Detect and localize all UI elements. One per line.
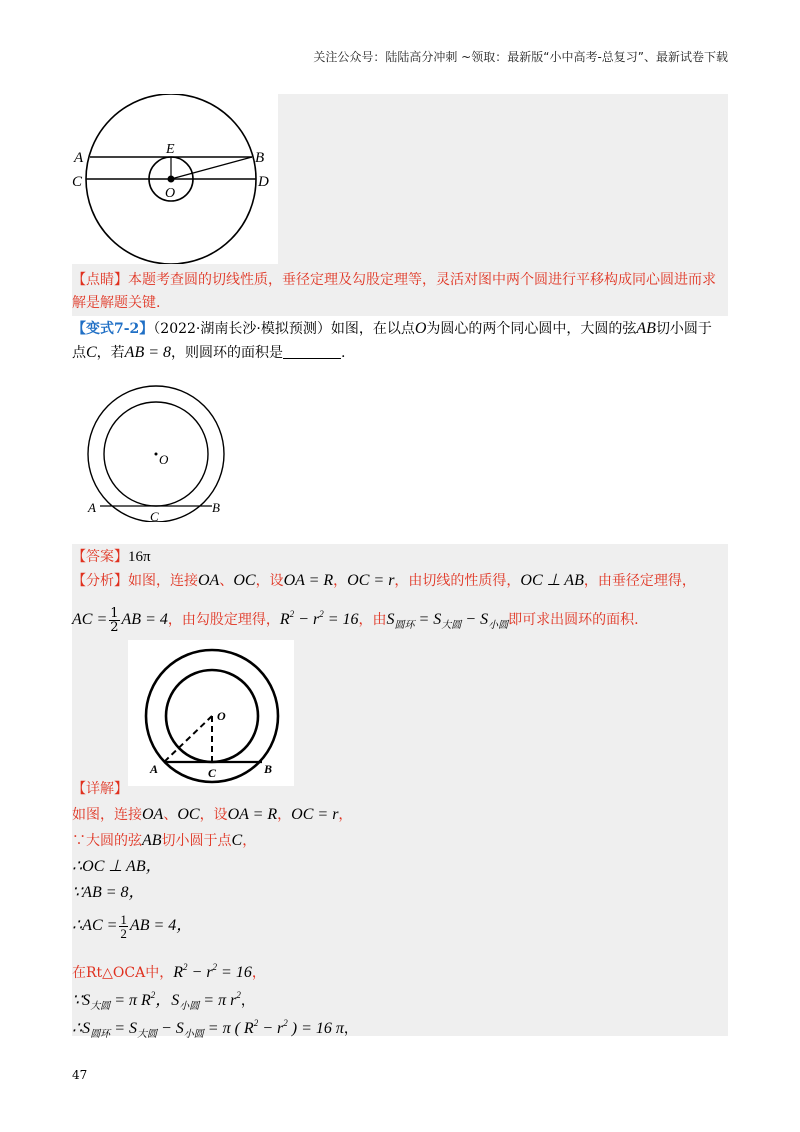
detail-text-comma-2: ，	[240, 993, 255, 1009]
detail-fraction-numerator: 1	[120, 911, 127, 927]
analysis-tag: 【分析】	[72, 573, 128, 589]
detail-text-comma: ，	[251, 965, 266, 981]
problem-line-2	[72, 342, 732, 364]
fig1-label-d: D	[258, 174, 269, 190]
detail-area-ring: $\therefore S_{圆环} = S_{大圆} - S_{小圆} = \pi$ ( $R^2 - r^2$ ) = 16 π	[72, 1018, 344, 1040]
detail-tag-line	[72, 778, 732, 800]
problem-source: （2022·湖南长沙·模拟预测）如图，在以点	[153, 321, 415, 337]
detail-text-ac: ∴AC =	[72, 917, 118, 934]
fig2-center-dot	[155, 453, 158, 456]
analysis-pythag: $R^2 - r^2 = 16$	[279, 609, 359, 628]
problem-text-5: ，则圆环的面积是	[171, 345, 284, 361]
problem-text-1: 为圆心的两个同心圆中，大圆的弦	[426, 321, 637, 337]
fig2-label-a: A	[88, 500, 96, 515]
problem-point-o: O	[414, 320, 427, 337]
comment-line-1	[72, 269, 732, 291]
comment-line-2	[72, 292, 732, 314]
detail-text-2: 、	[163, 807, 178, 823]
problem-chord-ab: AB	[636, 320, 656, 337]
analysis-text-5: ，由切线的性质得，	[394, 573, 521, 589]
detail-c: C	[231, 832, 243, 849]
analysis-ac: AC =	[72, 611, 108, 628]
analysis-area-formula: $S_{圆环} = S_{大圆} - S_{小圆}$	[386, 611, 509, 631]
detail-text-7: 切小圆于点	[161, 833, 232, 849]
detail-line-6	[72, 956, 732, 984]
detail-text-3: ，设	[199, 807, 228, 823]
problem-given-ab: AB = 8	[124, 344, 172, 361]
fig1-center-dot	[168, 176, 175, 183]
problem-tag: 【变式7-2】	[72, 321, 154, 337]
analysis-line-1	[72, 570, 732, 592]
detail-text-5: ，	[338, 807, 353, 823]
analysis-text-3: ，设	[255, 573, 284, 589]
fig1-label-b: B	[255, 150, 265, 166]
detail-line-3: ∴OC ⊥ AB，	[72, 858, 162, 875]
detail-line-2	[72, 830, 732, 852]
fig2-label-c: C	[150, 509, 159, 522]
detail-fraction-denominator: 2	[120, 925, 127, 941]
fig2-label-b: B	[212, 500, 220, 515]
figure-concentric-circles-2	[80, 376, 236, 522]
analysis-text-8: ，由	[358, 612, 387, 628]
analysis-text-9: 即可求出圆环的面积.	[508, 612, 639, 628]
analysis-text-4: ，	[333, 573, 348, 589]
analysis-oa-r: OA = R	[283, 572, 334, 589]
analysis-oc: OC	[233, 572, 256, 589]
problem-text-6: .	[341, 345, 346, 361]
detail-line-1	[72, 804, 732, 826]
answer-value: 16π	[128, 549, 151, 565]
detail-oc-r: OC = r	[291, 806, 339, 823]
page-number: 47	[72, 1068, 88, 1082]
analysis-line-2	[72, 600, 732, 640]
detail-tag: 【详解】	[72, 781, 128, 797]
detail-ab: AB	[142, 832, 162, 849]
detail-text-rt: 在Rt△OCA中，	[72, 965, 174, 981]
detail-text-4: ，	[277, 807, 292, 823]
analysis-text-2: 、	[219, 573, 234, 589]
problem-point-c: C	[86, 344, 97, 361]
figure-concentric-circles-1	[72, 94, 278, 264]
analysis-text-1: 如图，连接	[128, 573, 198, 589]
analysis-text-6: ，由垂径定理得，	[583, 573, 696, 589]
detail-line-8	[72, 1012, 732, 1046]
problem-text-4: ，若	[96, 345, 125, 361]
analysis-text-7: ，由勾股定理得，	[167, 612, 280, 628]
problem-line-1	[72, 318, 732, 340]
answer-tag: 【答案】	[72, 549, 128, 565]
detail-line-4: ∵AB = 8，	[72, 884, 145, 901]
fig1-label-e: E	[166, 142, 175, 157]
comment-text-1: 本题考查圆的切线性质，垂径定理及勾股定理等，灵活对图中两个圆进行平移构成同心圆进而求	[128, 272, 716, 288]
answer-blank	[283, 344, 341, 359]
problem-text-3: 点	[72, 345, 86, 361]
shade-figure1-area	[278, 94, 728, 264]
figure-concentric-circles-3	[128, 640, 294, 786]
fig1-label-a: A	[74, 150, 84, 166]
detail-text-ab4: AB = 4，	[129, 917, 193, 934]
detail-pythag: $R^2 - r^2 = 16$	[173, 962, 252, 981]
problem-text-2: 切小圆于	[655, 321, 712, 337]
fig2-label-o: O	[159, 452, 169, 467]
detail-text-6: ∵大圆的弦	[72, 833, 142, 849]
page-header: 关注公众号：陆陆高分冲刺 ~领取：最新版“小中高考-总复习”、最新试卷下载	[313, 50, 728, 64]
detail-line-5	[72, 912, 732, 940]
fig1-label-o: O	[165, 186, 176, 201]
detail-text-1: 如图，连接	[72, 807, 142, 823]
detail-oc: OC	[177, 806, 200, 823]
detail-area-big-small: $\because S_{大圆} = \pi$ $R^2$，$S_{小圆} = \pi$ $r^2$	[72, 990, 241, 1012]
detail-half-fraction	[119, 913, 128, 940]
analysis-oc-r: OC = r	[347, 572, 395, 589]
analysis-ab-4: AB = 4	[121, 611, 168, 628]
analysis-half-fraction	[109, 607, 119, 634]
analysis-perp: OC ⊥ AB	[520, 572, 584, 589]
analysis-oa: OA	[198, 572, 220, 589]
fraction-numerator: 1	[110, 605, 119, 621]
detail-oa: OA	[142, 806, 164, 823]
detail-text-comma-3: ，	[343, 1021, 358, 1037]
detail-text-8: ，	[242, 833, 257, 849]
fig3-label-o: O	[217, 709, 226, 723]
fig3-label-b: B	[264, 762, 273, 776]
fig3-label-c: C	[208, 766, 217, 780]
fraction-denominator: 2	[110, 619, 119, 635]
comment-text-2: 解是解题关键.	[72, 295, 161, 311]
fig1-label-c: C	[72, 174, 83, 190]
detail-oa-r: OA = R	[227, 806, 278, 823]
answer-line	[72, 546, 732, 568]
fig3-label-a: A	[150, 762, 159, 776]
comment-tag: 【点睛】	[72, 272, 128, 288]
